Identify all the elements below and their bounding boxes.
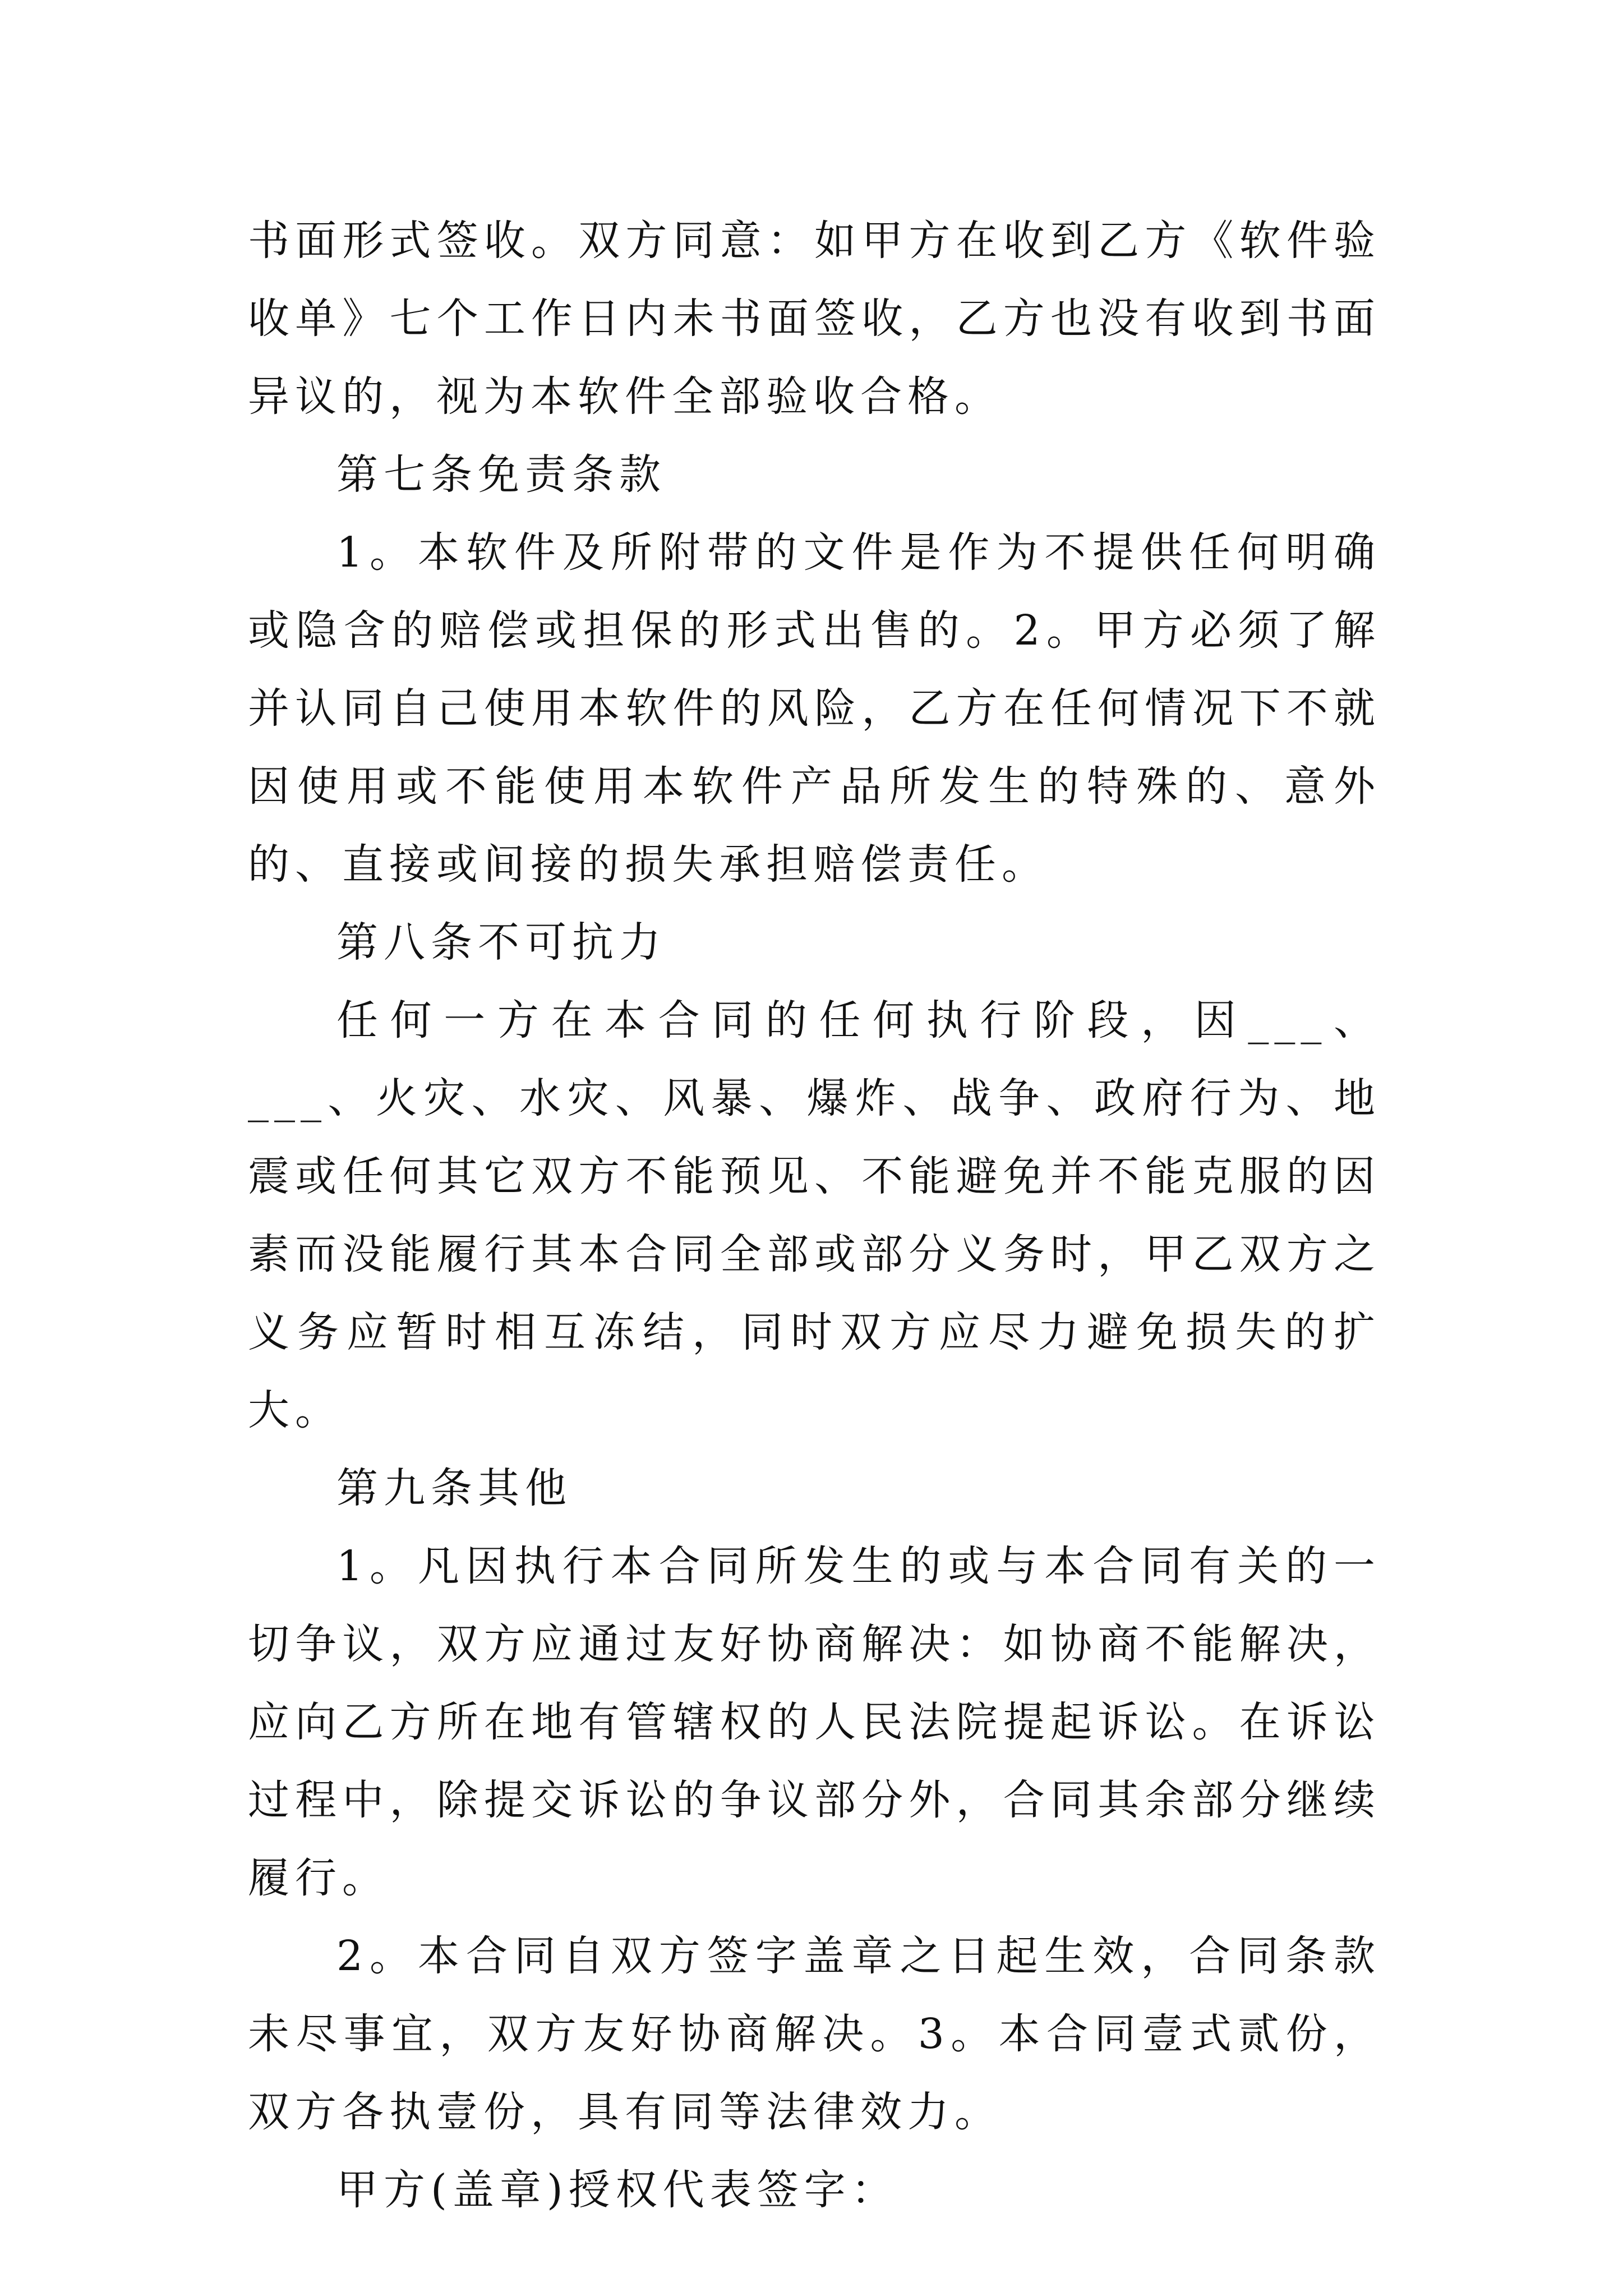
- paragraph-effectiveness: 2。本合同自双方签字盖章之日起生效，合同条款未尽事宜，双方友好协商解决。3。本合同壹式贰份，双方各执壹份，具有同等法律效力。: [248, 1932, 1381, 2136]
- document-body: [248, 202, 1381, 2229]
- paragraph-disclaimer: 1。本软件及所附带的文件是作为不提供任何明确或隐含的赔偿或担保的形式出售的。2。甲方必须了解并认同自己使用本软件的风险，乙方在任何情况下不就因使用或不能使用本软件产品所发生的特殊的、意外的、直接或间接的损失承担赔偿责任。: [248, 528, 1381, 889]
- heading-article-7: 第七条免责条款: [336, 450, 666, 499]
- paragraph-dispute-resolution: 1。凡因执行本合同所发生的或与本合同有关的一切争议，双方应通过友好协商解决：如协商不能解决，应向乙方所在地有管辖权的人民法院提起诉讼。在诉讼过程中，除提交诉讼的争议部分外，合同其余部分继续履行。: [248, 1542, 1381, 1902]
- heading-article-9: 第九条其他: [336, 1464, 572, 1512]
- signature-party-a: 甲方(盖章)授权代表签字：: [336, 2166, 898, 2214]
- paragraph-force-majeure: 任何一方在本合同的任何执行阶段，因___、___、火灾、水灾、风暴、爆炸、战争、政府行为、地震或任何其它双方不能预见、不能避免并不能克服的因素而没能履行其本合同全部或部分义务时，甲乙双方之义务应暂时相互冻结，同时双方应尽力避免损失的扩大。: [248, 996, 1381, 1434]
- heading-article-8: 第八条不可抗力: [336, 918, 666, 967]
- paragraph-acceptance-continued: 书面形式签收。双方同意：如甲方在收到乙方《软件验收单》七个工作日内未书面签收，乙方也没有收到书面异议的，视为本软件全部验收合格。: [248, 217, 1381, 421]
